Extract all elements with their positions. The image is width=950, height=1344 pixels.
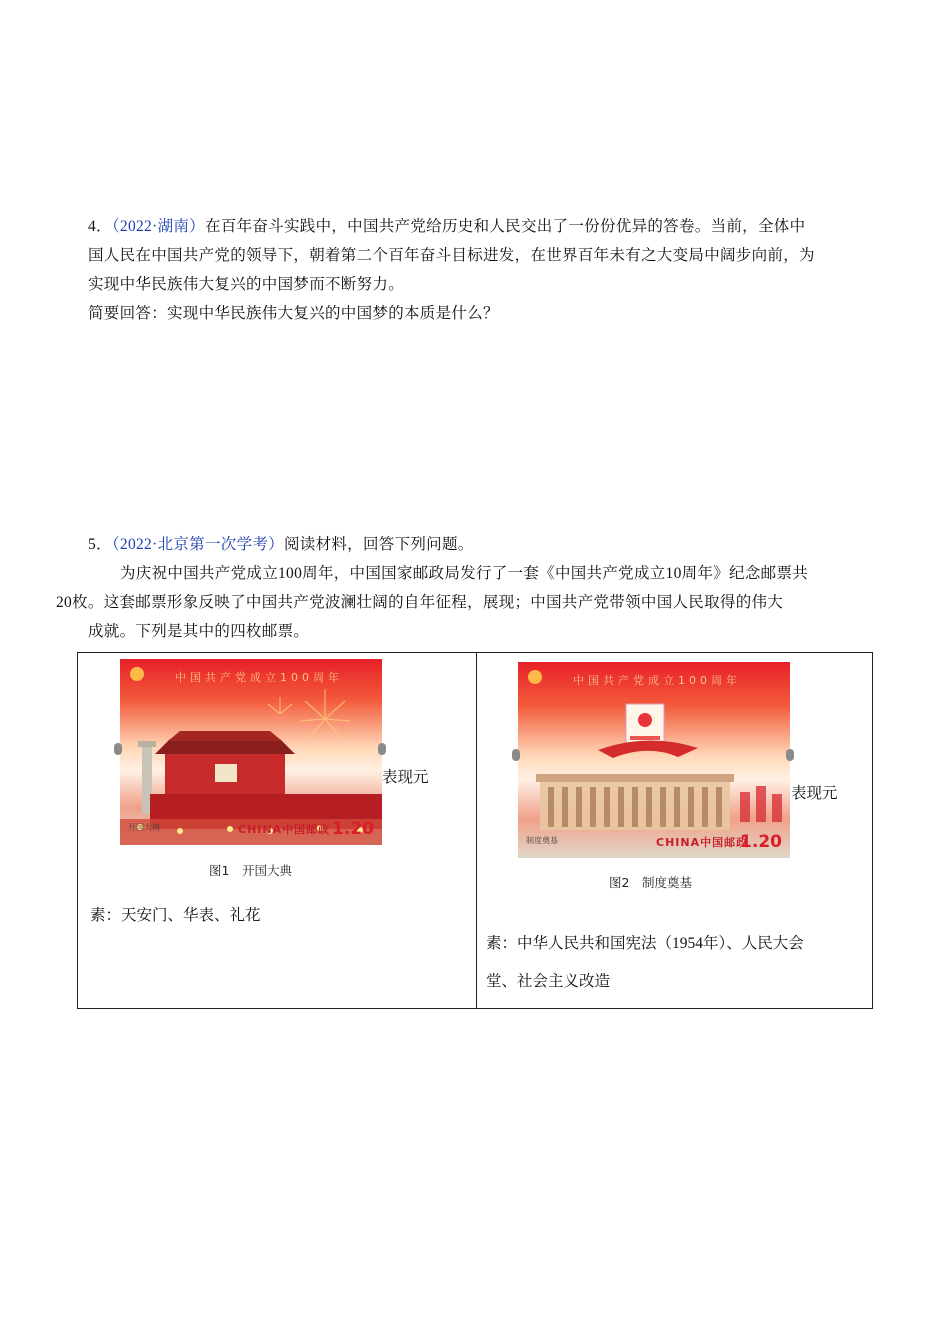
stamp-table xyxy=(77,652,873,1009)
q5-intro: 阅读材料，回答下列问题。 xyxy=(283,536,474,553)
q5-line-1 xyxy=(88,530,868,559)
perforation-icon xyxy=(114,743,122,755)
q4-line-1 xyxy=(88,212,868,241)
fireworks-icon xyxy=(268,689,350,739)
q4-question: 简要回答：实现中华民族伟大复兴的中国梦的本质是什么？ xyxy=(88,305,499,322)
q4-source: （2022·湖南） xyxy=(111,218,205,235)
stamp-1-side-text: 表现元 xyxy=(382,769,429,786)
perforation-icon xyxy=(786,749,794,761)
q5-material-line-1: 为庆祝中国共产党成立100周年，中国国家邮政局发行了一套《中国共产党成立10周年》纪念邮票共 xyxy=(120,565,809,582)
stamp-cell-1 xyxy=(78,653,477,1008)
question-4 xyxy=(88,212,868,328)
q4-line-2: 国人民在中国共产党的领导下，朝着第二个百年奋斗目标进发，在世界百年未有之大变局中阔步向前，为 xyxy=(88,247,815,264)
tiananmen-illustration xyxy=(120,659,382,845)
stamp-image-2 xyxy=(518,662,790,858)
stamp-1-tag: 开国大典 xyxy=(128,823,160,832)
stamp-1-post-text: CHINA中国邮政 xyxy=(238,823,331,836)
stamp-1-face-value: 1.20 xyxy=(332,819,374,839)
stamp-2-caption: 图2 制度奠基 xyxy=(609,875,692,890)
q4-number: 4． xyxy=(88,218,112,235)
q5-source: （2022·北京第一次学考） xyxy=(111,536,284,553)
stamp-2-post-text: CHINA中国邮政 xyxy=(656,836,749,849)
q4-line-3: 实现中华民族伟大复兴的中国梦而不断努力。 xyxy=(88,276,405,293)
stamp-image-1 xyxy=(120,659,382,845)
stamp-2-side-text: 表现元 xyxy=(791,785,838,802)
stamp-1-caption: 图1 开国大典 xyxy=(209,863,292,878)
great-hall-illustration xyxy=(518,662,790,858)
stamp-2-banner: 中国共产党成立100周年 xyxy=(573,674,741,687)
question-5 xyxy=(56,530,868,646)
stamp-1-banner: 中国共产党成立100周年 xyxy=(175,671,343,684)
stamp-2-face-value: 1.20 xyxy=(740,832,782,852)
stamp-cell-2 xyxy=(476,653,872,1008)
perforation-icon xyxy=(378,743,386,755)
perforation-icon xyxy=(512,749,520,761)
stamp-2-elements-line-2: 堂、社会主义改造 xyxy=(486,973,611,990)
q5-number: 5． xyxy=(88,536,112,553)
stamp-2-elements-line-1: 素：中华人民共和国宪法（1954年）、人民大会 xyxy=(486,935,804,952)
stamp-1-elements: 素：天安门、华表、礼花 xyxy=(90,907,261,924)
q4-line-1-text: 在百年奋斗实践中，中国共产党给历史和人民交出了一份份优异的答卷。当前，全体中 xyxy=(204,218,806,235)
q5-material-line-3: 成就。下列是其中的四枚邮票。 xyxy=(88,623,310,640)
q5-material-line-2: 20枚。这套邮票形象反映了中国共产党波澜壮阔的自年征程，展现；中国共产党带领中国人民取得的伟大 xyxy=(56,594,784,611)
stamp-2-tag: 制度奠基 xyxy=(526,836,558,845)
